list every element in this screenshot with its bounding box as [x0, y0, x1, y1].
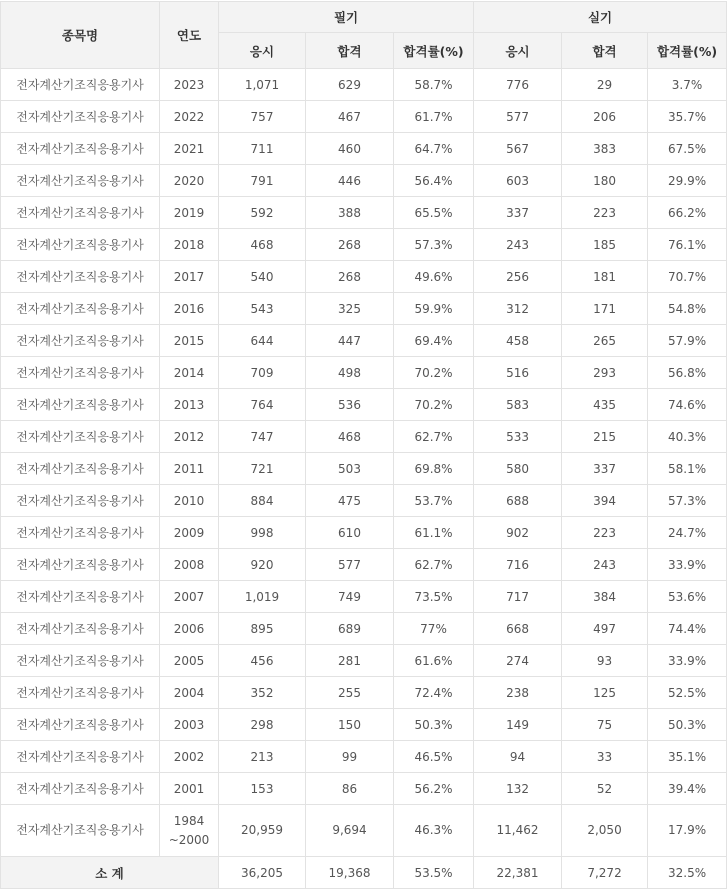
cell-written-rate: 61.6% [394, 645, 474, 677]
cell-practical-rate: 74.6% [648, 389, 727, 421]
cell-written-passed: 610 [306, 517, 394, 549]
cell-year: 2010 [160, 485, 219, 517]
cell-written-passed: 475 [306, 485, 394, 517]
cell-written-passed: 281 [306, 645, 394, 677]
cell-practical-passed: 223 [562, 197, 648, 229]
cell-written-applicants: 644 [219, 325, 306, 357]
cell-written-rate: 62.7% [394, 421, 474, 453]
cell-practical-applicants: 337 [474, 197, 562, 229]
cell-practical-applicants: 776 [474, 69, 562, 101]
cell-practical-rate: 57.3% [648, 485, 727, 517]
cell-written-applicants: 920 [219, 549, 306, 581]
table-header [1, 2, 727, 69]
header-written: 필기 [219, 2, 474, 33]
subtotal-written-rate: 53.5% [394, 857, 474, 889]
cell-practical-passed: 394 [562, 485, 648, 517]
cell-practical-applicants: 11,462 [474, 805, 562, 857]
cell-written-rate: 69.8% [394, 453, 474, 485]
table-row [1, 357, 727, 389]
cell-written-rate: 65.5% [394, 197, 474, 229]
cell-practical-rate: 58.1% [648, 453, 727, 485]
subtotal-written-applicants: 36,205 [219, 857, 306, 889]
cell-written-passed: 467 [306, 101, 394, 133]
cell-year: 2023 [160, 69, 219, 101]
cell-written-passed: 86 [306, 773, 394, 805]
cell-practical-passed: 497 [562, 613, 648, 645]
table-row [1, 645, 727, 677]
cell-year: 2016 [160, 293, 219, 325]
cell-written-passed: 325 [306, 293, 394, 325]
cell-name: 전자계산기조직응용기사 [1, 229, 160, 261]
cell-practical-applicants: 458 [474, 325, 562, 357]
cell-practical-applicants: 256 [474, 261, 562, 293]
cell-written-passed: 629 [306, 69, 394, 101]
cell-practical-rate: 40.3% [648, 421, 727, 453]
cell-practical-passed: 215 [562, 421, 648, 453]
cell-written-passed: 749 [306, 581, 394, 613]
cell-written-passed: 99 [306, 741, 394, 773]
cell-year: 2019 [160, 197, 219, 229]
cell-name: 전자계산기조직응용기사 [1, 485, 160, 517]
cell-year: 2013 [160, 389, 219, 421]
cell-year: 2015 [160, 325, 219, 357]
cell-practical-rate: 66.2% [648, 197, 727, 229]
cell-written-rate: 46.3% [394, 805, 474, 857]
subtotal-written-passed: 19,368 [306, 857, 394, 889]
cell-year: 2003 [160, 709, 219, 741]
cell-written-applicants: 592 [219, 197, 306, 229]
cell-practical-applicants: 668 [474, 613, 562, 645]
cell-practical-passed: 265 [562, 325, 648, 357]
cell-written-rate: 59.9% [394, 293, 474, 325]
cell-practical-rate: 35.7% [648, 101, 727, 133]
cell-written-rate: 61.1% [394, 517, 474, 549]
header-practical: 실기 [474, 2, 727, 33]
cell-year: 2011 [160, 453, 219, 485]
cell-practical-applicants: 580 [474, 453, 562, 485]
cell-written-rate: 73.5% [394, 581, 474, 613]
cell-written-passed: 460 [306, 133, 394, 165]
cell-written-passed: 503 [306, 453, 394, 485]
cell-name: 전자계산기조직응용기사 [1, 645, 160, 677]
cell-practical-applicants: 577 [474, 101, 562, 133]
cell-name: 전자계산기조직응용기사 [1, 389, 160, 421]
table-row [1, 453, 727, 485]
cell-written-rate: 61.7% [394, 101, 474, 133]
cell-practical-applicants: 516 [474, 357, 562, 389]
cell-written-passed: 255 [306, 677, 394, 709]
cell-written-passed: 268 [306, 261, 394, 293]
cell-written-applicants: 757 [219, 101, 306, 133]
cell-written-applicants: 884 [219, 485, 306, 517]
cell-year: 2002 [160, 741, 219, 773]
table-row [1, 709, 727, 741]
subtotal-practical-applicants: 22,381 [474, 857, 562, 889]
cell-name: 전자계산기조직응용기사 [1, 677, 160, 709]
cell-practical-applicants: 603 [474, 165, 562, 197]
cell-name: 전자계산기조직응용기사 [1, 805, 160, 857]
subtotal-practical-rate: 32.5% [648, 857, 727, 889]
cell-name: 전자계산기조직응용기사 [1, 741, 160, 773]
cell-practical-passed: 435 [562, 389, 648, 421]
table-body [1, 69, 727, 889]
cell-written-passed: 536 [306, 389, 394, 421]
cell-practical-applicants: 274 [474, 645, 562, 677]
cell-practical-passed: 125 [562, 677, 648, 709]
table-row [1, 69, 727, 101]
cell-practical-passed: 293 [562, 357, 648, 389]
cell-practical-passed: 75 [562, 709, 648, 741]
cell-practical-rate: 74.4% [648, 613, 727, 645]
cell-practical-passed: 384 [562, 581, 648, 613]
cell-year: 2004 [160, 677, 219, 709]
cell-year: 2018 [160, 229, 219, 261]
cell-written-passed: 150 [306, 709, 394, 741]
cell-practical-passed: 29 [562, 69, 648, 101]
cell-practical-passed: 223 [562, 517, 648, 549]
cell-practical-rate: 39.4% [648, 773, 727, 805]
cell-written-applicants: 711 [219, 133, 306, 165]
cell-written-rate: 77% [394, 613, 474, 645]
table-row [1, 133, 727, 165]
cell-practical-applicants: 312 [474, 293, 562, 325]
cell-written-rate: 69.4% [394, 325, 474, 357]
cell-year: 2005 [160, 645, 219, 677]
cell-written-passed: 689 [306, 613, 394, 645]
cell-practical-applicants: 132 [474, 773, 562, 805]
cell-practical-passed: 243 [562, 549, 648, 581]
cell-practical-applicants: 717 [474, 581, 562, 613]
cell-year: 2020 [160, 165, 219, 197]
cell-written-applicants: 456 [219, 645, 306, 677]
cell-practical-rate: 70.7% [648, 261, 727, 293]
cell-year: 1984 ~2000 [160, 805, 219, 857]
cell-year: 2021 [160, 133, 219, 165]
table-row [1, 229, 727, 261]
table-row [1, 101, 727, 133]
cell-written-rate: 72.4% [394, 677, 474, 709]
cell-name: 전자계산기조직응용기사 [1, 357, 160, 389]
table-row [1, 773, 727, 805]
subtotal-practical-passed: 7,272 [562, 857, 648, 889]
cell-practical-rate: 33.9% [648, 549, 727, 581]
cell-name: 전자계산기조직응용기사 [1, 517, 160, 549]
table-row [1, 805, 727, 857]
cell-written-passed: 447 [306, 325, 394, 357]
header-practical-rate: 합격률(%) [648, 33, 727, 69]
cell-practical-applicants: 533 [474, 421, 562, 453]
cell-written-rate: 50.3% [394, 709, 474, 741]
cell-written-rate: 49.6% [394, 261, 474, 293]
cell-written-applicants: 998 [219, 517, 306, 549]
cell-name: 전자계산기조직응용기사 [1, 421, 160, 453]
cell-practical-rate: 54.8% [648, 293, 727, 325]
cell-name: 전자계산기조직응용기사 [1, 613, 160, 645]
header-practical-applicants: 응시 [474, 33, 562, 69]
cell-practical-rate: 24.7% [648, 517, 727, 549]
cell-practical-rate: 35.1% [648, 741, 727, 773]
cell-practical-passed: 171 [562, 293, 648, 325]
cell-name: 전자계산기조직응용기사 [1, 293, 160, 325]
cell-practical-rate: 52.5% [648, 677, 727, 709]
cell-name: 전자계산기조직응용기사 [1, 69, 160, 101]
cell-practical-passed: 93 [562, 645, 648, 677]
header-practical-passed: 합격 [562, 33, 648, 69]
cell-practical-rate: 29.9% [648, 165, 727, 197]
cell-practical-applicants: 243 [474, 229, 562, 261]
cell-written-applicants: 540 [219, 261, 306, 293]
cell-written-passed: 388 [306, 197, 394, 229]
cell-practical-rate: 3.7% [648, 69, 727, 101]
cell-name: 전자계산기조직응용기사 [1, 101, 160, 133]
cell-written-rate: 70.2% [394, 357, 474, 389]
cell-practical-passed: 383 [562, 133, 648, 165]
cell-practical-rate: 57.9% [648, 325, 727, 357]
cell-written-applicants: 1,019 [219, 581, 306, 613]
cell-name: 전자계산기조직응용기사 [1, 261, 160, 293]
exam-statistics-table [0, 1, 727, 889]
cell-name: 전자계산기조직응용기사 [1, 581, 160, 613]
table-row [1, 549, 727, 581]
cell-practical-applicants: 902 [474, 517, 562, 549]
header-written-applicants: 응시 [219, 33, 306, 69]
cell-practical-rate: 67.5% [648, 133, 727, 165]
cell-year: 2017 [160, 261, 219, 293]
table-row [1, 261, 727, 293]
table-row [1, 165, 727, 197]
cell-written-applicants: 721 [219, 453, 306, 485]
cell-practical-rate: 76.1% [648, 229, 727, 261]
cell-written-applicants: 213 [219, 741, 306, 773]
cell-written-applicants: 1,071 [219, 69, 306, 101]
cell-practical-applicants: 238 [474, 677, 562, 709]
table-row [1, 517, 727, 549]
cell-written-rate: 58.7% [394, 69, 474, 101]
cell-written-rate: 62.7% [394, 549, 474, 581]
cell-name: 전자계산기조직응용기사 [1, 453, 160, 485]
cell-written-applicants: 153 [219, 773, 306, 805]
cell-year: 2008 [160, 549, 219, 581]
cell-written-rate: 64.7% [394, 133, 474, 165]
cell-written-applicants: 468 [219, 229, 306, 261]
cell-practical-applicants: 688 [474, 485, 562, 517]
cell-written-passed: 577 [306, 549, 394, 581]
cell-name: 전자계산기조직응용기사 [1, 709, 160, 741]
cell-name: 전자계산기조직응용기사 [1, 165, 160, 197]
cell-written-applicants: 709 [219, 357, 306, 389]
table-row [1, 677, 727, 709]
cell-written-applicants: 298 [219, 709, 306, 741]
cell-written-rate: 57.3% [394, 229, 474, 261]
cell-practical-applicants: 149 [474, 709, 562, 741]
header-written-rate: 합격률(%) [394, 33, 474, 69]
header-written-passed: 합격 [306, 33, 394, 69]
cell-practical-applicants: 94 [474, 741, 562, 773]
cell-practical-rate: 33.9% [648, 645, 727, 677]
cell-written-applicants: 543 [219, 293, 306, 325]
cell-practical-passed: 2,050 [562, 805, 648, 857]
cell-written-applicants: 764 [219, 389, 306, 421]
table-row [1, 293, 727, 325]
table-row [1, 197, 727, 229]
cell-year: 2009 [160, 517, 219, 549]
cell-practical-applicants: 583 [474, 389, 562, 421]
cell-practical-rate: 50.3% [648, 709, 727, 741]
cell-year: 2012 [160, 421, 219, 453]
subtotal-row [1, 857, 727, 889]
cell-practical-passed: 33 [562, 741, 648, 773]
cell-written-rate: 56.2% [394, 773, 474, 805]
cell-written-passed: 9,694 [306, 805, 394, 857]
cell-year: 2006 [160, 613, 219, 645]
cell-name: 전자계산기조직응용기사 [1, 197, 160, 229]
cell-practical-rate: 56.8% [648, 357, 727, 389]
cell-written-passed: 498 [306, 357, 394, 389]
cell-written-rate: 56.4% [394, 165, 474, 197]
cell-year: 2014 [160, 357, 219, 389]
header-year: 연도 [160, 2, 219, 69]
cell-written-rate: 53.7% [394, 485, 474, 517]
cell-practical-applicants: 567 [474, 133, 562, 165]
cell-practical-passed: 337 [562, 453, 648, 485]
table-row [1, 325, 727, 357]
header-name: 종목명 [1, 2, 160, 69]
cell-practical-rate: 17.9% [648, 805, 727, 857]
cell-practical-passed: 180 [562, 165, 648, 197]
cell-written-passed: 468 [306, 421, 394, 453]
cell-name: 전자계산기조직응용기사 [1, 325, 160, 357]
cell-written-applicants: 791 [219, 165, 306, 197]
cell-written-applicants: 352 [219, 677, 306, 709]
cell-year: 2001 [160, 773, 219, 805]
cell-practical-passed: 181 [562, 261, 648, 293]
cell-year: 2022 [160, 101, 219, 133]
cell-name: 전자계산기조직응용기사 [1, 133, 160, 165]
cell-written-rate: 70.2% [394, 389, 474, 421]
subtotal-label: 소 계 [1, 857, 219, 889]
cell-practical-passed: 52 [562, 773, 648, 805]
cell-name: 전자계산기조직응용기사 [1, 773, 160, 805]
cell-written-passed: 446 [306, 165, 394, 197]
table-row [1, 581, 727, 613]
cell-written-applicants: 20,959 [219, 805, 306, 857]
cell-practical-rate: 53.6% [648, 581, 727, 613]
cell-practical-applicants: 716 [474, 549, 562, 581]
cell-practical-passed: 185 [562, 229, 648, 261]
cell-practical-passed: 206 [562, 101, 648, 133]
table-row [1, 389, 727, 421]
cell-written-applicants: 895 [219, 613, 306, 645]
table-row [1, 485, 727, 517]
table-row [1, 741, 727, 773]
cell-written-passed: 268 [306, 229, 394, 261]
cell-name: 전자계산기조직응용기사 [1, 549, 160, 581]
cell-written-rate: 46.5% [394, 741, 474, 773]
cell-year: 2007 [160, 581, 219, 613]
cell-written-applicants: 747 [219, 421, 306, 453]
table-row [1, 421, 727, 453]
table-row [1, 613, 727, 645]
